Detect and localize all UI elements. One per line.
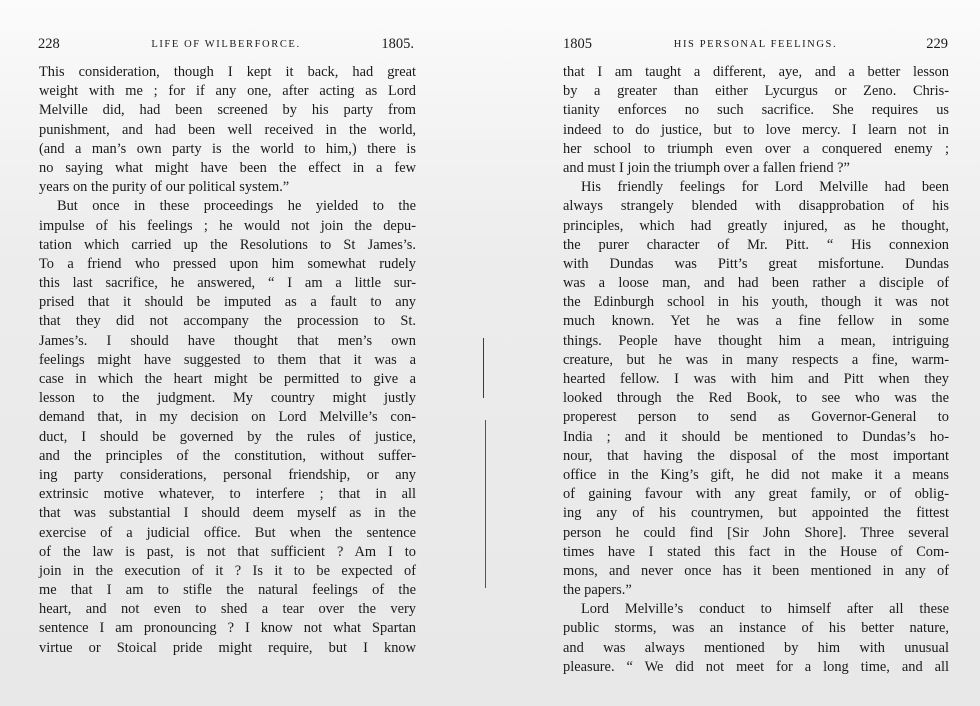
text-line: exercise of a judicial office. But when the sentence [39,524,416,541]
text-line: Lord Melville’s conduct to himself after all these [581,601,949,618]
text-line: and must I join the triumph over a fallen friend ?” [563,159,850,176]
text-line: properest person to send as Governor-General to [563,409,949,426]
text-line: and was always mentioned by him with unusual [563,639,949,656]
text-line: of gaining favour with any great family, or of oblig- [563,486,949,503]
text-line: much known. Yet he was a fine fellow in some [563,313,949,330]
text-line: times have I stated this fact in the House of Com- [563,543,949,560]
text-line: tianity enforces no such sacrifice. She requires us [563,102,949,119]
text-line: the Edinburgh school in his youth, though it was not [563,294,949,311]
text-line: His friendly feelings for Lord Melville had been [581,179,949,196]
page-number: 229 [926,36,948,52]
text-line: To a friend who pressed upon him somewhat rudely [39,255,416,272]
text-line: with Dundas was Pitt’s great misfortune. Dundas [563,255,949,272]
text-line: heart, and not even to shed a tear over the very [39,601,416,618]
running-head-left [38,34,414,54]
text-line: case in which the heart might be permitted to give a [39,371,416,387]
running-year: 1805. [381,36,414,52]
running-head-right [563,34,948,54]
text-line: India ; and it should be mentioned to Dundas’s ho- [563,428,949,445]
text-line: lesson to the judgment. My country might justly [39,390,416,407]
running-year: 1805 [563,36,592,52]
text-line: by a greater than either Lycurgus or Zeno. Chris- [563,83,949,100]
text-line: (and a man’s own party is the world to him,) there is [39,140,416,157]
left-page [0,0,470,706]
text-line: demand that, in my decision on Lord Melville’s con- [39,409,416,426]
text-line: sentence I am pronouncing ? I know not what Spartan [39,620,416,637]
text-line: principles, which had greatly injured, as he thought, [563,217,949,234]
gutter-shadow-line [485,420,486,588]
running-title: HIS PERSONAL FEELINGS. [673,39,838,50]
body-text [563,63,949,677]
text-line: and the principles of the constitution, without suffer- [39,447,416,464]
text-line: public storms, was an instance of his better nature, [563,620,949,637]
text-line: me that I am to stifle the natural feelings of the [39,582,416,599]
text-line: was a loose man, and had been rather a disciple of [563,275,949,292]
text-line: hearted fellow. I was with him and Pitt when they [563,371,949,387]
text-line: James’s. I should have thought that men’s own [39,332,416,349]
right-page [510,0,980,706]
text-line: person he could find [Sir John Shore]. Three several [563,524,949,541]
text-line: that I am taught a different, aye, and a better lesson [563,64,949,80]
text-line: things. People have thought him a mean, intriguing [563,332,949,349]
text-line: But once in these proceedings he yielded to the [57,198,416,215]
text-line: ing party considerations, personal friendship, or any [39,466,416,483]
text-line: prised that it should be imputed as a fault to any [39,294,416,311]
text-line: mons, and never once has it been mentioned in any of [563,562,949,579]
text-line: that they did not accompany the procession to St. [39,313,416,330]
text-line: creature, but he was in many respects a fine, warm- [563,351,949,368]
text-line: weight with me ; for if any one, after acting as Lord [39,83,416,100]
text-line: that was substantial I should deem myself as in the [39,505,416,522]
text-line: ing any of his countrymen, but appointed the fittest [563,505,949,522]
text-line: tation which carried up the Resolutions to St James’s. [39,236,416,253]
text-line: duct, I should be governed by the rules of justice, [39,428,416,445]
text-line: her school to triumph even over a conquered enemy ; [563,140,949,157]
text-line: join in the execution of it ? Is it to be expected of [39,562,416,579]
text-line: years on the purity of our political system.” [39,179,290,196]
gutter-shadow-line [483,338,484,398]
page-number: 228 [38,36,60,52]
text-line: no saying what might have been the effect in a few [39,159,416,176]
running-title: LIFE OF WILBERFORCE. [151,39,301,50]
text-line: Melville did, had been screened by his party from [39,102,416,119]
text-line: impulse of his feelings ; he would not join the depu- [39,217,416,234]
text-line: extrinsic motive whatever, to interfere ; that in all [39,486,416,503]
body-text [39,63,416,658]
text-line: This consideration, though I kept it back, had great [39,64,416,80]
text-line: pleasure. “ We did not meet for a long time, and all [563,658,949,675]
text-line: the purer character of Mr. Pitt. “ His connexion [563,236,949,253]
text-line: virtue or Stoical pride might require, but I know [39,639,416,656]
text-line: this last sacrifice, he answered, “ I am a little sur- [39,275,416,292]
text-line: indeed to do justice, but to love mercy. I learn not in [563,121,949,138]
text-line: feelings might have suggested to them that it was a [39,351,416,368]
text-line: of the law is past, is not that sufficient ? Am I to [39,543,416,560]
text-line: office in the King’s gift, he did not make it a means [563,466,949,483]
text-line: punishment, and had been well received in the world, [39,121,416,138]
text-line: looked through the Red Book, to see who was the [563,390,949,407]
text-line: the papers.” [563,582,632,599]
text-line: always strangely blended with disapprobation of his [563,198,949,215]
text-line: nour, that having the disposal of the most important [563,447,949,464]
